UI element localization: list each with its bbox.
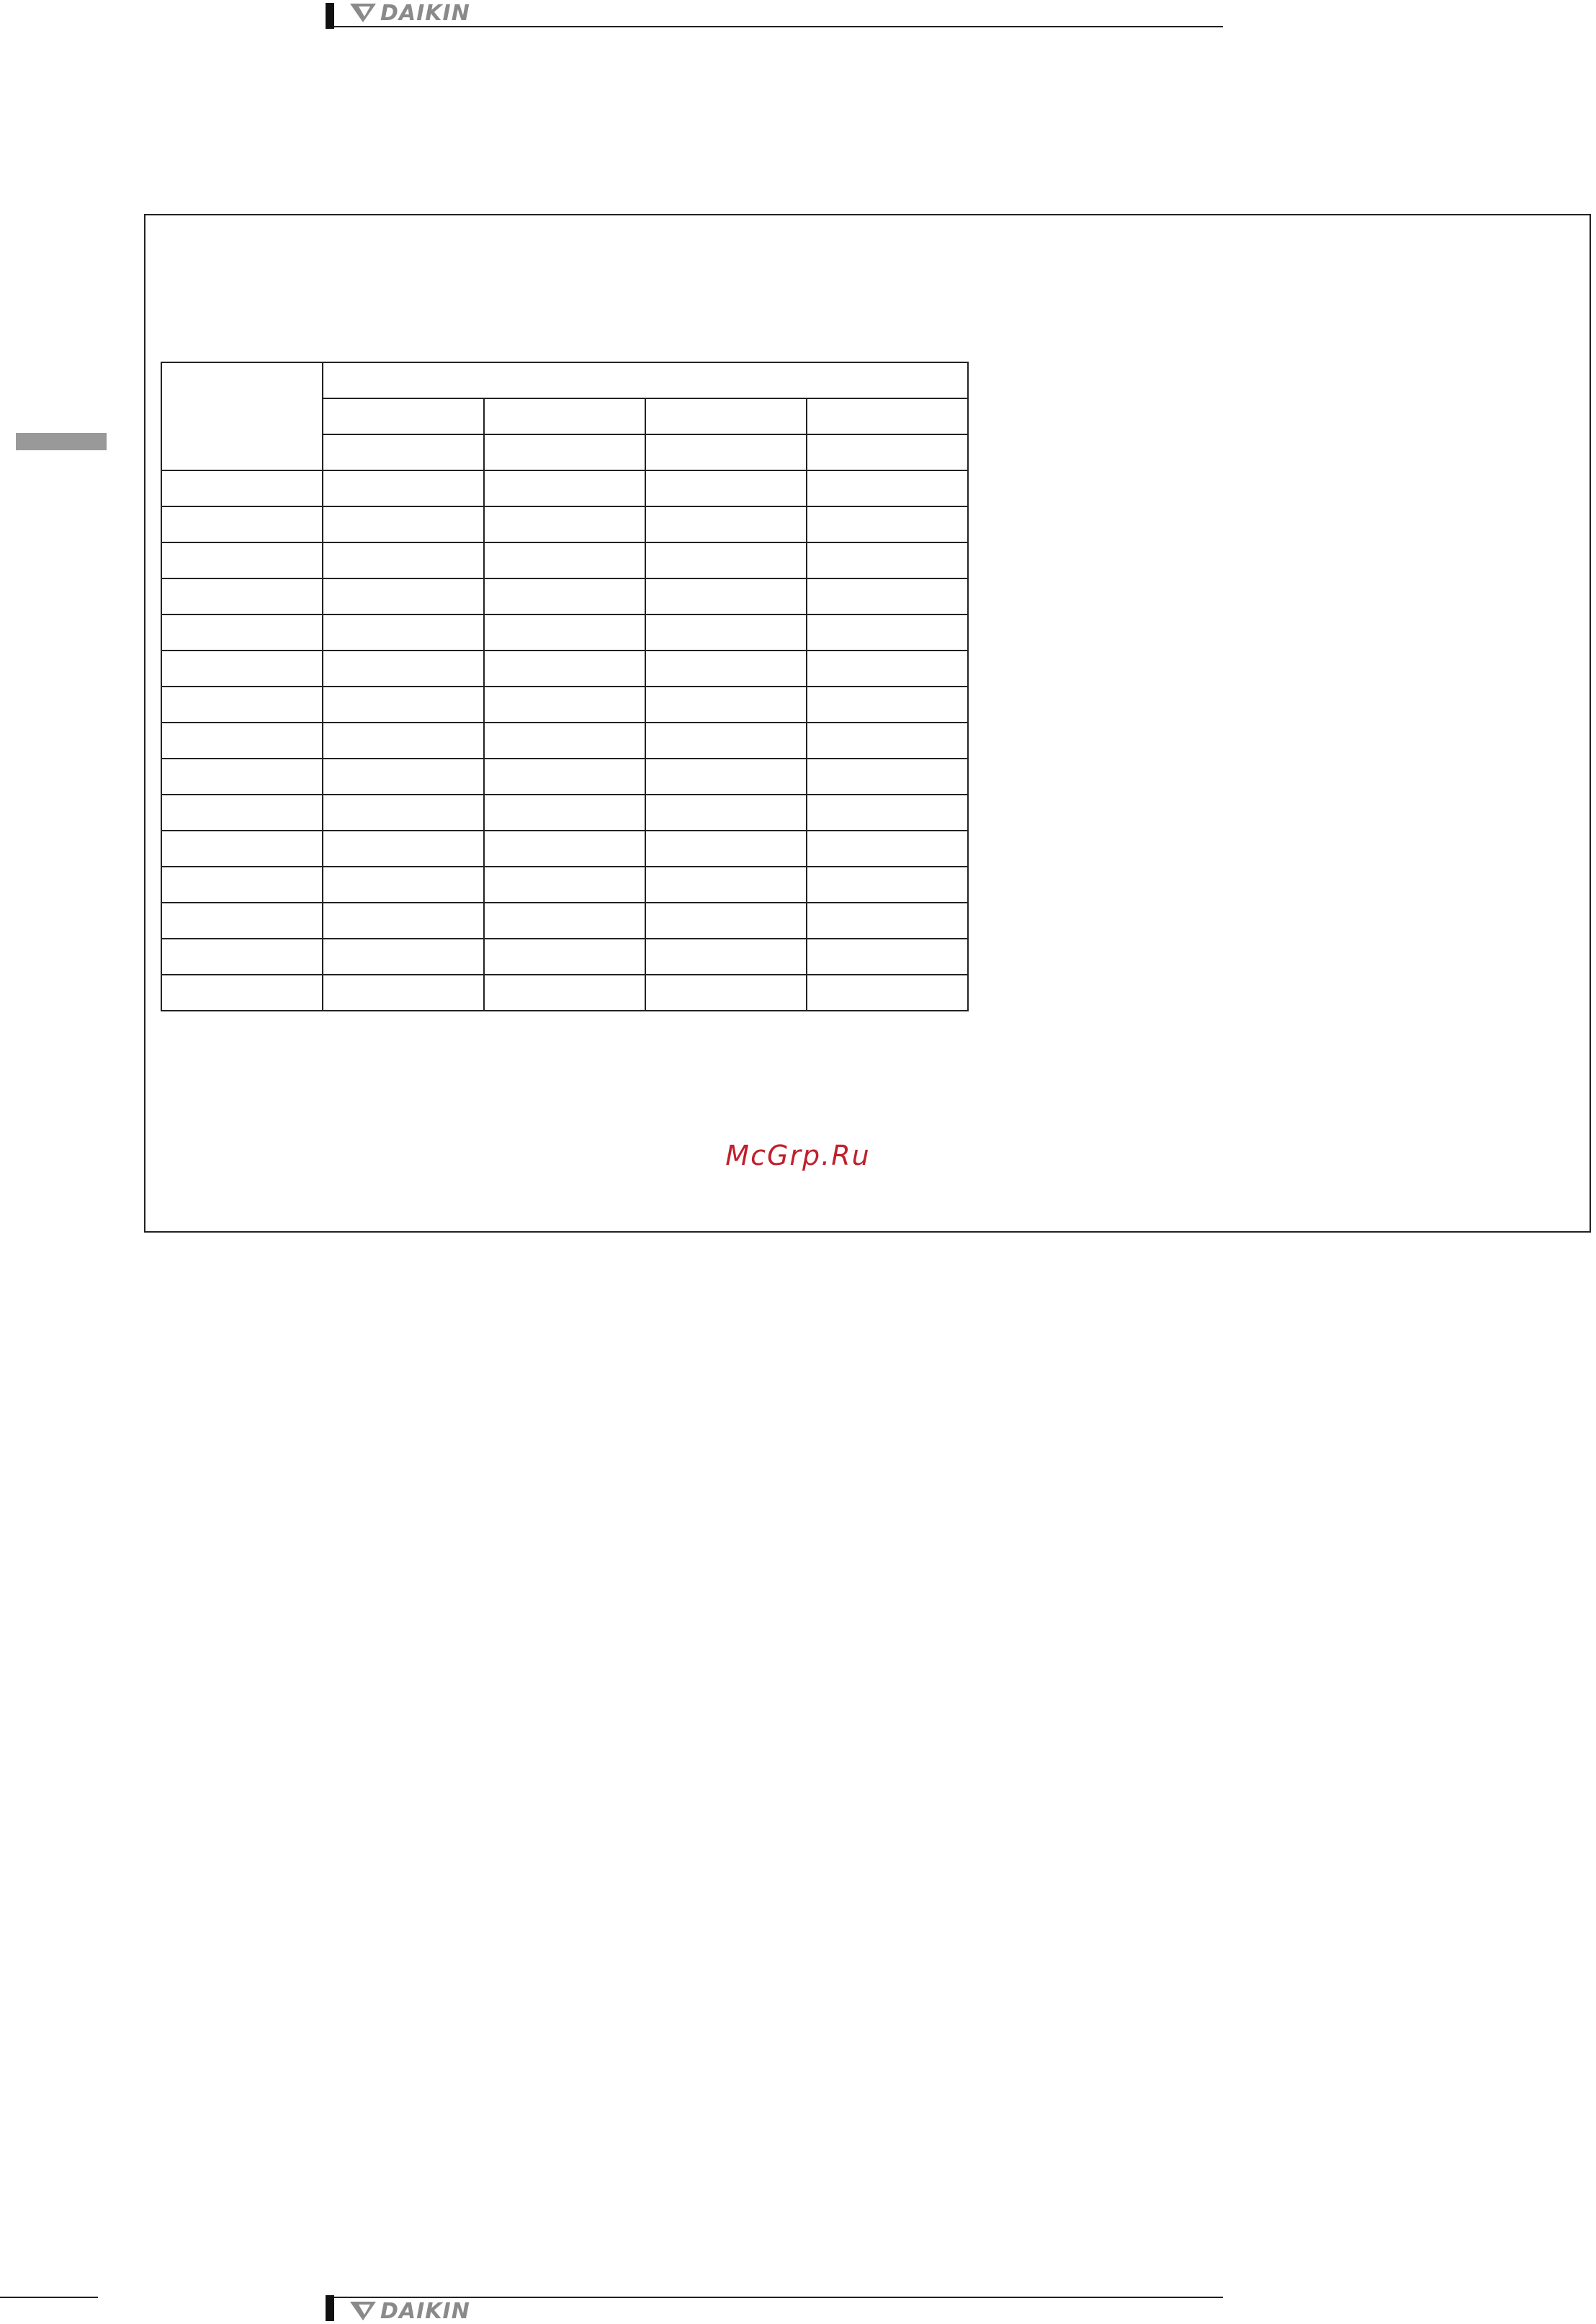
- table-cell: [484, 470, 645, 506]
- table-row: [161, 903, 968, 939]
- table-cell: [484, 903, 645, 939]
- table-row: [161, 867, 968, 903]
- data-table: [161, 362, 969, 1011]
- daikin-triangle-icon: [349, 2, 377, 24]
- table-row: [161, 795, 968, 831]
- table-cell: [323, 903, 484, 939]
- table-cell: [323, 651, 484, 687]
- table-row: [161, 687, 968, 723]
- table-subheader-cell: [807, 434, 968, 470]
- table-cell: [645, 939, 807, 975]
- table-subheader-cell: [645, 398, 807, 434]
- table-cell: [807, 939, 968, 975]
- table-row: [161, 542, 968, 578]
- table-row-label-cell: [161, 759, 323, 795]
- watermark-text: McGrp.Ru: [725, 1140, 871, 1171]
- table-cell: [645, 975, 807, 1011]
- table-cell: [645, 867, 807, 903]
- table-cell: [807, 903, 968, 939]
- table-cell: [645, 723, 807, 759]
- table-row: [161, 759, 968, 795]
- table-row-label-cell: [161, 939, 323, 975]
- table-cell: [323, 939, 484, 975]
- table-cell: [323, 723, 484, 759]
- table-row: [161, 578, 968, 614]
- table-row-label-cell: [161, 578, 323, 614]
- table-row-label-cell: [161, 831, 323, 867]
- table-cell: [807, 867, 968, 903]
- table-cell: [484, 687, 645, 723]
- table-cell: [484, 759, 645, 795]
- header-brand-text: DAIKIN: [380, 0, 470, 26]
- table-cell: [807, 470, 968, 506]
- table-cell: [484, 831, 645, 867]
- table-cell: [807, 687, 968, 723]
- table-row: [161, 831, 968, 867]
- table-row-label-cell: [161, 795, 323, 831]
- table-cell: [645, 903, 807, 939]
- table-row-label-cell: [161, 542, 323, 578]
- table-cell: [807, 795, 968, 831]
- table-row: [161, 470, 968, 506]
- table-cell: [484, 795, 645, 831]
- table-cell: [323, 831, 484, 867]
- table-cell: [645, 614, 807, 651]
- table-cell: [323, 578, 484, 614]
- table-cell: [323, 975, 484, 1011]
- table-cell: [323, 470, 484, 506]
- table-row: [161, 939, 968, 975]
- table-cell: [323, 867, 484, 903]
- header-rule: [334, 26, 1223, 27]
- daikin-triangle-icon: [349, 2300, 377, 2322]
- table-row: [161, 651, 968, 687]
- table-cell: [807, 506, 968, 542]
- table-cell: [484, 723, 645, 759]
- table-cell: [645, 759, 807, 795]
- table-header-row: [161, 362, 968, 398]
- footer-left-rule: [0, 2297, 98, 2298]
- table-subheader-cell: [323, 398, 484, 434]
- table-cell: [484, 506, 645, 542]
- table-row: [161, 506, 968, 542]
- table-cell: [484, 939, 645, 975]
- table-cell: [807, 614, 968, 651]
- table-cell: [807, 831, 968, 867]
- table-cell: [807, 759, 968, 795]
- table-cell: [645, 578, 807, 614]
- table-row-label-cell: [161, 723, 323, 759]
- table-row-label-cell: [161, 470, 323, 506]
- table-cell: [484, 614, 645, 651]
- table-cell: [645, 506, 807, 542]
- table-cell: [323, 795, 484, 831]
- table-cell: [484, 975, 645, 1011]
- table-cell: [323, 542, 484, 578]
- table-cell: [484, 651, 645, 687]
- table-cell: [807, 651, 968, 687]
- table-cell: [484, 578, 645, 614]
- table-row: [161, 614, 968, 651]
- table-cell: [807, 975, 968, 1011]
- table-cell: [323, 506, 484, 542]
- table-cell: [484, 867, 645, 903]
- table-cell: [645, 542, 807, 578]
- table-cell: [484, 542, 645, 578]
- table-subheader-cell: [807, 398, 968, 434]
- table-body: [161, 470, 968, 1011]
- header-brand-bar: [326, 3, 334, 29]
- table-cell: [323, 614, 484, 651]
- table-subheader-cell: [484, 434, 645, 470]
- table-row: [161, 975, 968, 1011]
- footer-brand-text: DAIKIN: [380, 2298, 470, 2324]
- table-cell: [645, 831, 807, 867]
- table-cell: [323, 759, 484, 795]
- table-cell: [807, 578, 968, 614]
- table-cell: [323, 687, 484, 723]
- table-cell: [645, 687, 807, 723]
- table-cell: [645, 470, 807, 506]
- table-row-label-cell: [161, 867, 323, 903]
- table-group-header-cell: [323, 362, 968, 398]
- table-subheader-cell: [645, 434, 807, 470]
- table-cell: [645, 795, 807, 831]
- table-cell: [807, 723, 968, 759]
- table-row-label-cell: [161, 975, 323, 1011]
- header-daikin-logo: [349, 0, 470, 26]
- table-row-label-cell: [161, 651, 323, 687]
- section-tab-marker: [16, 433, 107, 450]
- table-row-label-cell: [161, 506, 323, 542]
- footer-brand-bar: [326, 2295, 334, 2321]
- table-row-label-cell: [161, 687, 323, 723]
- table-corner-cell: [161, 362, 323, 470]
- table-subheader-cell: [484, 398, 645, 434]
- table-row-label-cell: [161, 614, 323, 651]
- table-subheader-cell: [323, 434, 484, 470]
- table-cell: [645, 651, 807, 687]
- table-row-label-cell: [161, 903, 323, 939]
- table-row: [161, 723, 968, 759]
- table-cell: [807, 542, 968, 578]
- footer-daikin-logo: [349, 2298, 470, 2324]
